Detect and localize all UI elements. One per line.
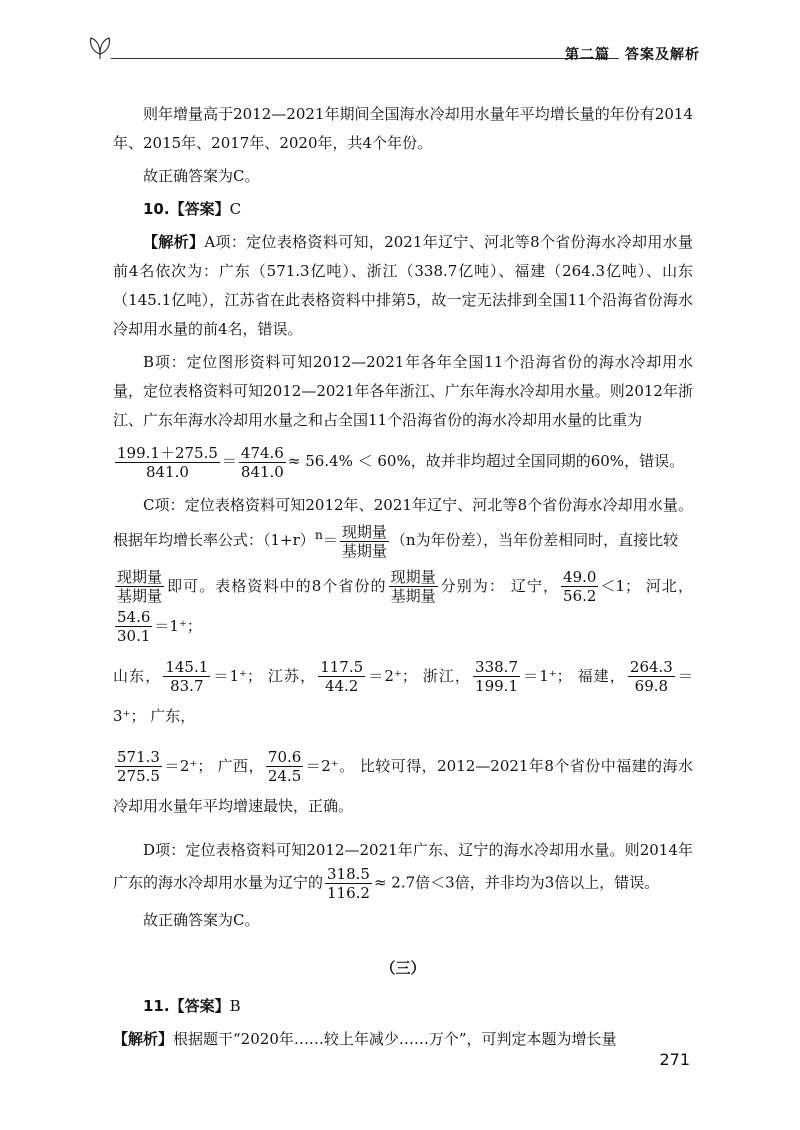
leaf-icon bbox=[85, 32, 115, 60]
formula-b: $\frac{199.1+275.5}{841.0}$ ＝ $\frac{474.6}{841.0}$ ≈ 56.4% ＜ 60%，故并非均超过全国同期的60%，错误。 bbox=[117, 443, 685, 481]
section-title: （三） bbox=[380, 958, 426, 977]
page-content bbox=[113, 100, 693, 1058]
analysis-b: B项：定位图形资料可知2012—2021年各年全国11个沿海省份的海水冷却用水量，定位表格资料可知2012—2021年各年浙江、广东年海水冷却用水量。则2012年浙江、广东年海水冷却用水量之和占全国11个沿海省份的海水冷却用水量的比重为 bbox=[113, 353, 693, 429]
fraction: $\frac{\text{现期量}}{\text{基期量}}$ bbox=[117, 568, 163, 605]
answer-11 bbox=[113, 992, 693, 1021]
analysis-d: D项：定位表格资料可知2012—2021年广东、辽宁的海水冷却用水量。则2014年广东的海水冷却用水量为辽宁的 $\frac{318.5}{116.2}$ ≈ 2.7倍＜3倍，并非均为3倍以上，错误。 bbox=[113, 840, 693, 902]
fraction: $\frac{474.6}{841.0}$ bbox=[240, 443, 284, 481]
analysis-label: 【解析】 bbox=[143, 233, 205, 251]
ratio-list bbox=[113, 656, 693, 736]
page-number: 271 bbox=[659, 1050, 690, 1069]
paragraph: 故正确答案为C。 bbox=[143, 910, 260, 929]
ratio-item: 辽宁， $\frac{49.0}{56.2}$ ＜1； bbox=[510, 568, 640, 605]
ratio-item: 福建， $\frac{264.3}{69.8}$ ＝3⁺； bbox=[113, 658, 693, 725]
ratio-list: $\frac{\text{现期量}}{\text{基期量}}$ 即可。表格资料中的8个省份的 $\frac{\text{现期量}}{\text{基期量}}$ 分别为： 辽宁， $\frac{49.0}{56.2}$ ＜1； 河北， $\frac{54.6}{30.1}$ ＝1⁺； bbox=[113, 566, 693, 646]
page-header bbox=[85, 32, 700, 72]
section-label: 第二篇 答案及解析 bbox=[565, 47, 700, 63]
fraction: $\frac{\text{现期量}}{\text{基期量}}$ bbox=[341, 522, 387, 560]
fraction: $\frac{\text{现期量}}{\text{基期量}}$ bbox=[390, 568, 436, 605]
answer-value: C bbox=[229, 200, 242, 218]
answer-label: 10.【答案】 bbox=[143, 200, 230, 218]
analysis-c: C项：定位表格资料可知2012年、2021年辽宁、河北等8个省份海水冷却用水量。根据年均增长率公式：$(1+r)^n=$ $\frac{\text{现期量}}{\text{基期量}}$ （n为年份差），当年份差相同时，直接比较 bbox=[113, 496, 693, 560]
ratio-item: 浙江， $\frac{338.7}{199.1}$ ＝1⁺； bbox=[422, 658, 572, 695]
paragraph: 故正确答案为C。 bbox=[143, 167, 260, 185]
analysis-label: 【解析】 bbox=[113, 1029, 174, 1048]
paragraph: 则年增量高于2012—2021年期间全国海水冷却用水量年平均增长量的年份有2014年、2015年、2017年、2020年，共4个年份。 bbox=[113, 105, 693, 152]
ratio-item: 广东， bbox=[150, 706, 196, 725]
ratio-item: 广西， $\frac{70.6}{24.5}$ ＝2⁺。 bbox=[217, 748, 355, 785]
fraction: $\frac{318.5}{116.2}$ bbox=[327, 864, 370, 902]
analysis-11: 【解析】根据题干“2020年……较上年减少……万个”，可判定本题为增长量 bbox=[113, 1029, 617, 1048]
fraction: $\frac{571.3}{275.5}$ bbox=[117, 748, 160, 785]
analysis-a: 【解析】A项：定位表格资料可知，2021年辽宁、河北等8个省份海水冷却用水量前4名依次为：广东（571.3亿吨）、浙江（338.7亿吨）、福建（264.3亿吨）、山东（145.1亿吨），江苏省在此表格资料中排第5，故一定无法排到全国11个沿海省份海水冷却用水量的前4名，错误。 bbox=[113, 233, 693, 338]
ratio-item: 山东， $\frac{145.1}{83.7}$ ＝1⁺； bbox=[113, 658, 262, 695]
header-rule bbox=[111, 58, 619, 59]
answer-10 bbox=[113, 195, 693, 224]
answer-value: B bbox=[229, 996, 241, 1015]
ratio-item: 河北， $\frac{54.6}{30.1}$ ＝1⁺； bbox=[117, 576, 693, 645]
ratio-item: 江苏， $\frac{117.5}{44.2}$ ＝2⁺； bbox=[267, 658, 417, 695]
ratio-list: $\frac{571.3}{275.5}$ ＝2⁺； 广西， $\frac{70.6}{24.5}$ ＝2⁺。 比较可得，2012—2021年8个省份中福建的海水冷却用水量年平均增速最快，正确。 bbox=[113, 748, 693, 815]
fraction: $\frac{199.1+275.5}{841.0}$ bbox=[117, 443, 218, 481]
answer-label: 11.【答案】 bbox=[143, 996, 230, 1015]
